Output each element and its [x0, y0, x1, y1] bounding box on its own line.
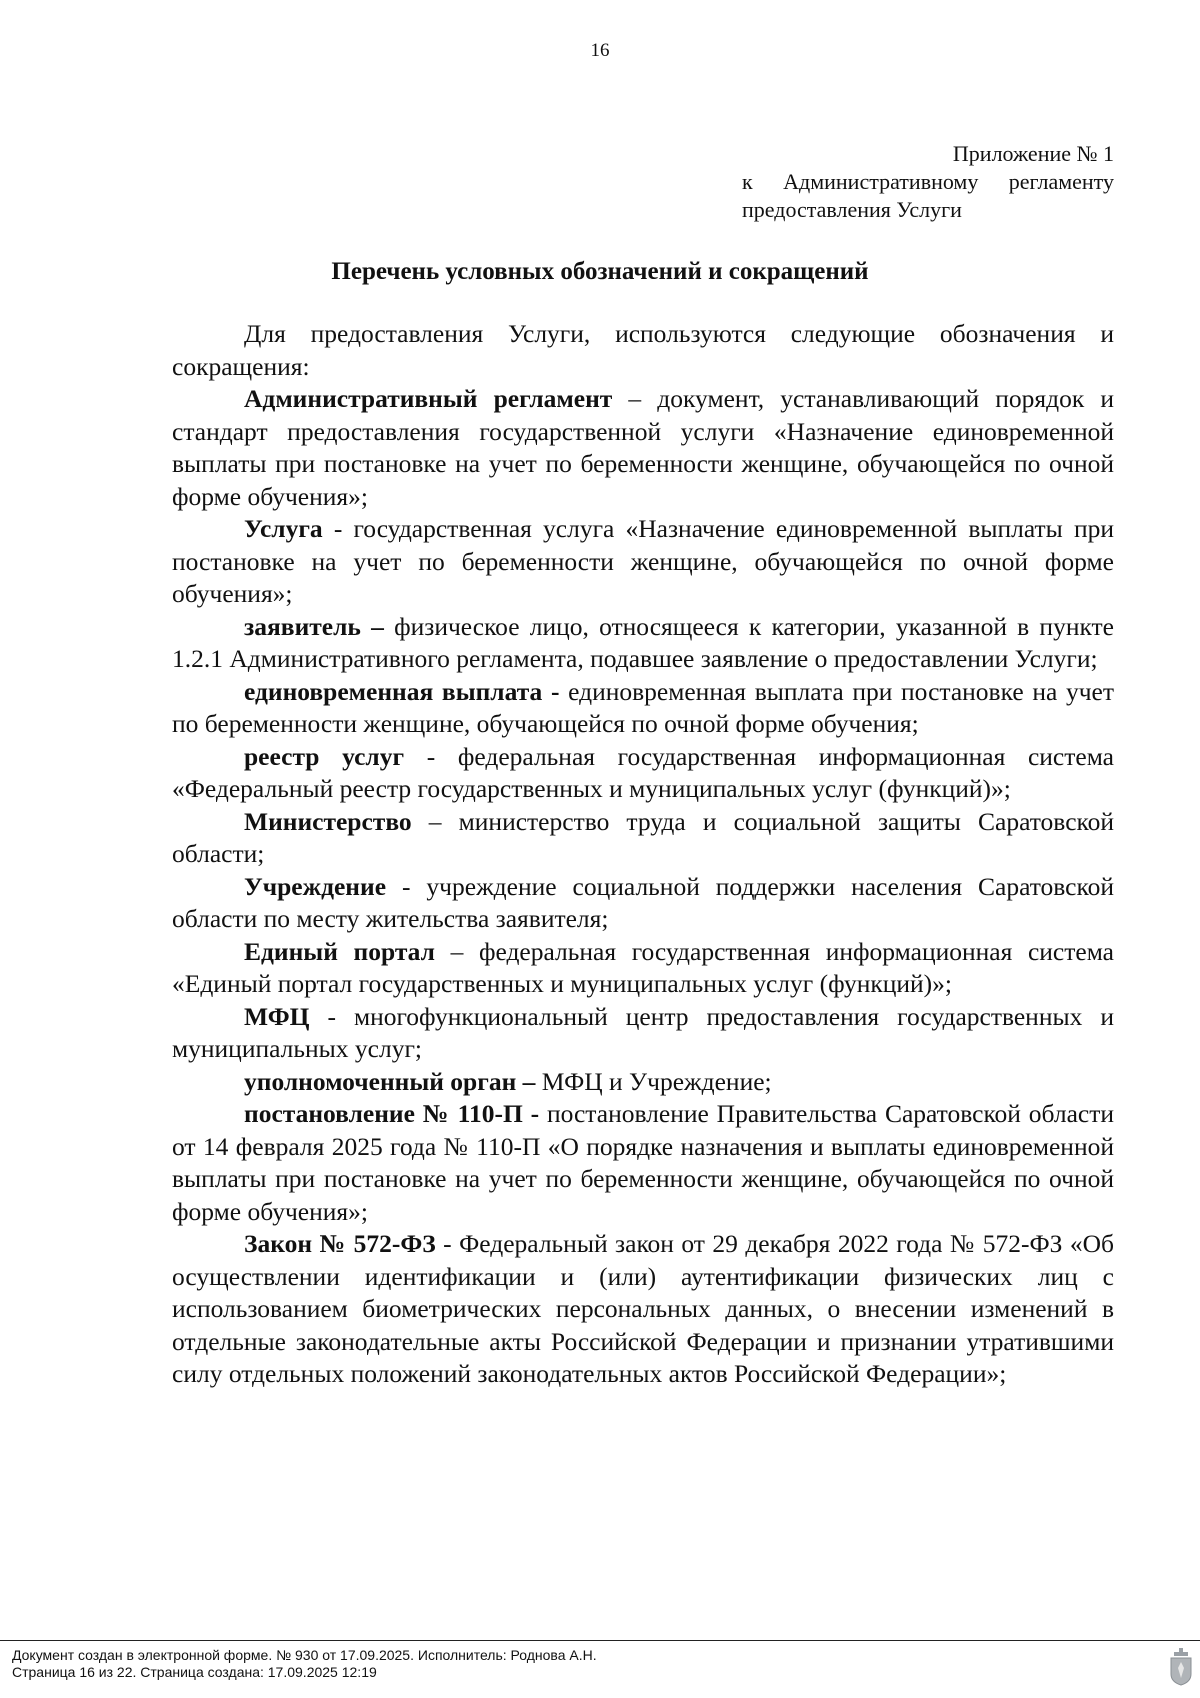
definition-term: постановление № 110-П -	[244, 1099, 540, 1128]
definitions-list	[172, 383, 1114, 1391]
definition-text: министерство труда и социальной защиты Саратовской области;	[172, 806, 1114, 868]
footer-divider	[0, 1640, 1200, 1641]
definition-term: Единый портал	[244, 936, 435, 966]
definition-separator	[539, 1099, 547, 1128]
definition-item	[172, 1098, 1114, 1228]
definition-text: Федеральный закон от 29 декабря 2022 года № 572-ФЗ «Об осуществлении идентификации и (или) аутентификации физических лиц с использованием биометрических персональных данных, о внесении изменений в отдельные законодательные акты Российской Федерации и признании утратившими силу отдельных положений законодательных актов Российской Федерации»;	[172, 1229, 1114, 1388]
document-body	[172, 318, 1114, 1391]
definition-separator: –	[434, 936, 479, 966]
definition-text: многофункциональный центр предоставления государственных и муниципальных услуг;	[172, 1001, 1114, 1063]
definition-separator: -	[309, 1001, 354, 1031]
page-title: Перечень условных обозначений и сокращений	[331, 258, 869, 285]
definition-term: уполномоченный орган –	[244, 1066, 536, 1096]
definition-item	[172, 1228, 1114, 1391]
definition-item	[172, 1066, 1114, 1099]
definition-term: Министерство	[244, 806, 412, 836]
definition-separator: -	[322, 514, 354, 543]
definition-item	[172, 513, 1114, 611]
footer	[12, 1647, 597, 1681]
definition-text: МФЦ и Учреждение;	[541, 1066, 772, 1096]
definition-item	[172, 676, 1114, 741]
definition-text: государственная услуга «Назначение единовременной выплаты при постановке на учет по беременности женщине, обучающейся по очной форме обучения»;	[172, 514, 1114, 608]
appendix-line-2: к Административному регламенту	[742, 169, 1114, 194]
definition-item	[172, 741, 1114, 806]
definition-separator: -	[404, 741, 458, 771]
coat-of-arms-icon	[1170, 1648, 1192, 1686]
definition-item	[172, 383, 1114, 513]
definition-item	[172, 611, 1114, 676]
definition-term: единовременная выплата -	[244, 676, 560, 706]
definition-separator	[384, 612, 394, 641]
definition-separator: –	[612, 384, 658, 413]
definition-term: заявитель –	[244, 611, 384, 641]
definition-item	[172, 806, 1114, 871]
definition-text: федеральная государственная информационная система «Единый портал государственных и муниципальных услуг (функций)»;	[172, 936, 1114, 998]
appendix-line-3: предоставления Услуги	[742, 197, 962, 222]
definition-term: МФЦ	[244, 1001, 310, 1031]
definition-item	[172, 936, 1114, 1001]
definition-text: постановление Правительства Саратовской области от 14 февраля 2025 года № 110-П «О порядке назначения и выплаты единовременной выплаты при постановке на учет по беременности женщине, обучающейся по очной форме обучения»;	[172, 1099, 1115, 1226]
definition-term: Услуга	[244, 514, 323, 543]
definition-item	[172, 871, 1114, 936]
definition-text: единовременная выплата при постановке на учет по беременности женщине, обучающейся по очной форме обучения;	[172, 676, 1114, 738]
definition-term: Учреждение	[244, 871, 387, 901]
appendix-line-1: Приложение № 1	[952, 141, 1114, 166]
definition-text: физическое лицо, относящееся к категории, указанной в пункте 1.2.1 Административного регламента, подавшее заявление о предоставлении Услуги;	[172, 611, 1114, 673]
footer-line-1: Документ создан в электронной форме. № 930 от 17.09.2025. Исполнитель: Роднова А.Н.	[12, 1647, 597, 1663]
page-number: 16	[590, 40, 610, 61]
definition-term: Административный регламент	[244, 384, 613, 413]
definition-text: федеральная государственная информационная система «Федеральный реестр государственных и муниципальных услуг (функций)»;	[172, 741, 1114, 803]
definition-item	[172, 1001, 1114, 1066]
definition-separator	[559, 677, 568, 706]
definition-term: реестр услуг	[244, 741, 405, 771]
definition-separator: –	[411, 806, 459, 836]
intro-paragraph: Для предоставления Услуги, используются следующие обозначения и сокращения:	[172, 319, 1114, 381]
appendix-note	[742, 140, 1114, 224]
definition-text: документ, устанавливающий порядок и стандарт предоставления государственной услуги «Назначение единовременной выплаты при постановке на учет по беременности женщине, обучающейся по очной форме обучения»;	[172, 384, 1115, 511]
definition-term: Закон № 572-ФЗ	[244, 1229, 436, 1258]
footer-line-2: Страница 16 из 22. Страница создана: 17.09.2025 12:19	[12, 1664, 377, 1680]
definition-text: учреждение социальной поддержки населения Саратовской области по месту жительства заявителя;	[172, 871, 1114, 933]
definition-separator: -	[386, 871, 427, 901]
definition-separator: -	[435, 1229, 460, 1258]
